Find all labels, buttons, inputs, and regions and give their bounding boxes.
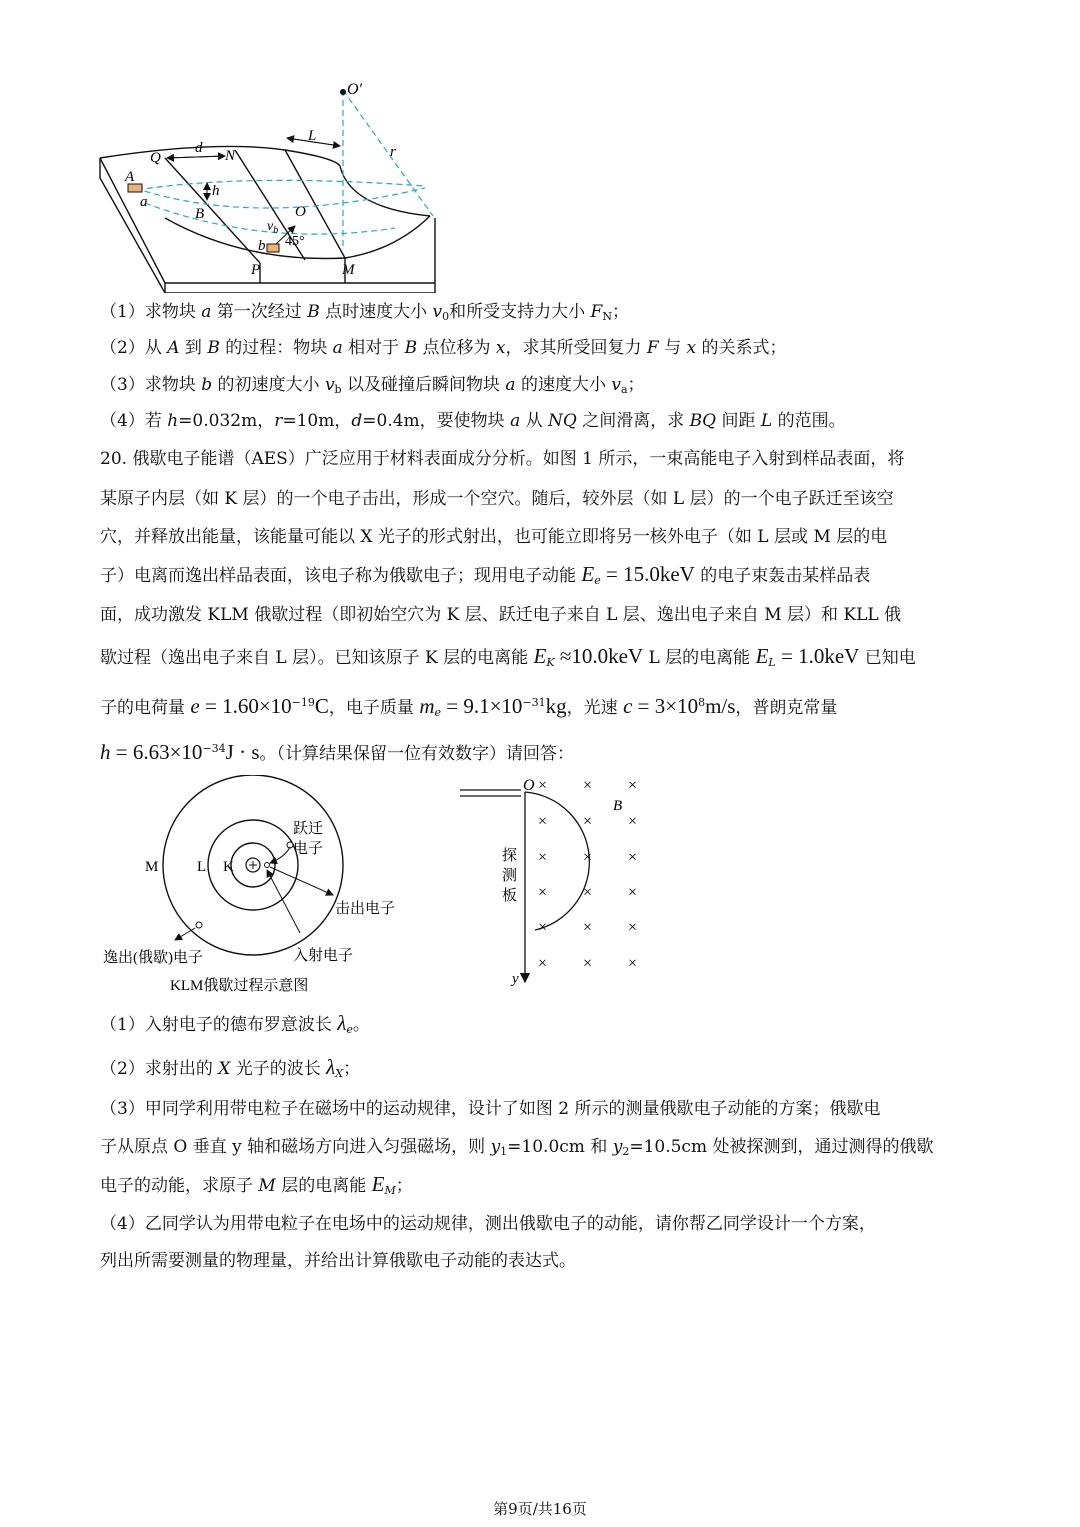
label-o-prime: O′ (347, 81, 363, 98)
cross: × (538, 919, 548, 936)
label-d: d (195, 140, 203, 156)
cross: × (628, 813, 638, 830)
electron-knocked (265, 863, 270, 868)
label-m: M (342, 262, 355, 278)
label-l: L (308, 128, 317, 144)
plate-char-3: 板 (502, 888, 518, 904)
q20-part4-line2: 列出所需要测量的物理量，并给出计算俄歇电子动能的表达式。 (100, 1251, 576, 1271)
cross: × (538, 813, 548, 830)
cross: × (628, 919, 638, 936)
label-b-upper: B (195, 206, 205, 222)
q20-line3: 穴，并释放出能量，该能量可能以 X 光子的形式射出，也可能立即将另一核外电子（如 L 层或 M 层的电 (100, 527, 888, 547)
label-origin: O (523, 777, 535, 794)
cross: × (538, 955, 548, 972)
q20-line4: 子）电离而逸出样品表面，该电子称为俄歇电子；现用电子动能 $E_e = 15.0keV$ 的电子束轰击某样品表 (100, 562, 871, 587)
q20-line2: 某原子内层（如 K 层）的一个电子击出，形成一个空穴。随后，较外层（如 L 层）的一个电子跃迁至该空 (100, 489, 894, 509)
q19-part2: （2）从 A 到 B 的过程：物块 a 相对于 B 点位移为 x，求其所受回复力 F 与 x 的关系式； (100, 338, 787, 358)
q19-part3: （3）求物块 b 的初速度大小 $v_b$ 以及碰撞后瞬间物块 a 的速度大小 $v_a$； (100, 375, 645, 396)
pivot-point (340, 89, 346, 95)
q20-part2: （2）求射出的 X 光子的波长 $\lambda_X$； (100, 1055, 361, 1080)
label-vb: $v_b$ (267, 219, 279, 236)
electron-path (525, 792, 589, 930)
cross: × (583, 919, 593, 936)
label-jump2: 电子 (293, 841, 324, 857)
label-jump1: 跃迁 (293, 821, 324, 837)
q20-part4-line1: （4）乙同学认为用带电粒子在电场中的运动规律，测出俄歇电子的动能，请你帮乙同学设计一个方案， (100, 1214, 876, 1234)
auger-diagram (95, 775, 425, 1000)
q20-line1: 20. 俄歇电子能谱（AES）广泛应用于材料表面成分分析。如图 1 所示，一束高能电子入射到样品表面，将 (100, 449, 905, 469)
cross: × (628, 884, 638, 901)
field-crosses (538, 777, 637, 972)
label-a-upper: A (125, 169, 135, 185)
q20-line7: 子的电荷量 $e = 1.60\times 10^{-19}C$，电子质量 $m_e = 9.1\times 10^{-31}kg$，光速 $c = 3\times 10^8m/s$，普朗克常量 (100, 694, 838, 719)
cross: × (583, 849, 593, 866)
label-field-b: B (613, 798, 623, 814)
plate-char-1: 探 (502, 848, 518, 864)
q20-line6: 歇过程（逸出电子来自 L 层）。已知该原子 K 层的电离能 $E_K \approx 10.0keV$ L 层的电离能 $E_L = 1.0keV$ 已知电 (100, 644, 916, 669)
label-r: r (390, 144, 396, 160)
block-a (128, 184, 142, 192)
label-h: h (212, 183, 220, 199)
label-q: Q (150, 150, 161, 166)
cross: × (628, 849, 638, 866)
cross: × (538, 884, 548, 901)
label-o: O (295, 204, 306, 220)
figure2-caption: KLM俄歇过程示意图 (170, 978, 309, 994)
label-l-shell: L (197, 859, 207, 875)
cross: × (538, 777, 548, 794)
label-k-shell: K (223, 859, 234, 875)
plate-char-2: 测 (502, 868, 518, 884)
label-y: y (512, 971, 519, 987)
magnetic-field-diagram (455, 770, 670, 995)
label-b-lower: b (258, 238, 266, 254)
label-n: N (225, 148, 236, 164)
q19-part1: （1）求物块 a 第一次经过 B 点时速度大小 $v_0$和所受支持力大小 $F_N$； (100, 302, 629, 323)
track-diagram (95, 78, 445, 293)
q19-part4: （4）若 h=0.032m，r=10m，d=0.4m，要使物块 a 从 NQ 之间滑离，求 BQ 间距 L 的范围。 (100, 411, 846, 431)
label-p: P (251, 262, 261, 278)
cross: × (583, 955, 593, 972)
q20-part3-line1: （3）甲同学利用带电粒子在磁场中的运动规律，设计了如图 2 所示的测量俄歇电子动能的方案；俄歇电 (100, 1099, 881, 1119)
q20-part1: （1）入射电子的德布罗意波长 $\lambda_e$。 (100, 1011, 370, 1036)
page-footer: 第9页/共16页 (493, 1500, 587, 1518)
cross: × (583, 777, 593, 794)
label-incident: 入射电子 (293, 948, 354, 964)
q20-part3-line3: 电子的动能，求原子 M 层的电离能 $E_M$； (100, 1172, 413, 1197)
label-knock: 击出电子 (335, 901, 396, 917)
cross: × (583, 884, 593, 901)
cross: × (583, 813, 593, 830)
q20-line5: 面，成功激发 KLM 俄歇过程（即初始空穴为 K 层、跃迁电子来自 L 层、逸出电子来自 M 层）和 KLL 俄 (100, 605, 902, 625)
q20-part3-line2: 子从原点 O 垂直 y 轴和磁场方向进入匀强磁场，则 $y_1=10.0cm$ 和 $y_2=10.5cm$ 处被探测到，通过测得的俄歇 (100, 1137, 934, 1158)
dashed-arcs (135, 90, 433, 248)
cross: × (628, 955, 638, 972)
electron-auger (196, 922, 202, 928)
label-angle: 45° (285, 234, 305, 249)
block-b (267, 244, 279, 252)
label-escape: 逸出(俄歇)电子 (103, 950, 203, 966)
cross: × (538, 849, 548, 866)
label-a-lower: a (140, 194, 148, 210)
label-m-shell: M (145, 859, 159, 875)
q20-line8: $h = 6.63\times 10^{-34}J \cdot s$。（计算结果保留一位有效数字）请回答： (100, 740, 574, 764)
cross: × (628, 777, 638, 794)
